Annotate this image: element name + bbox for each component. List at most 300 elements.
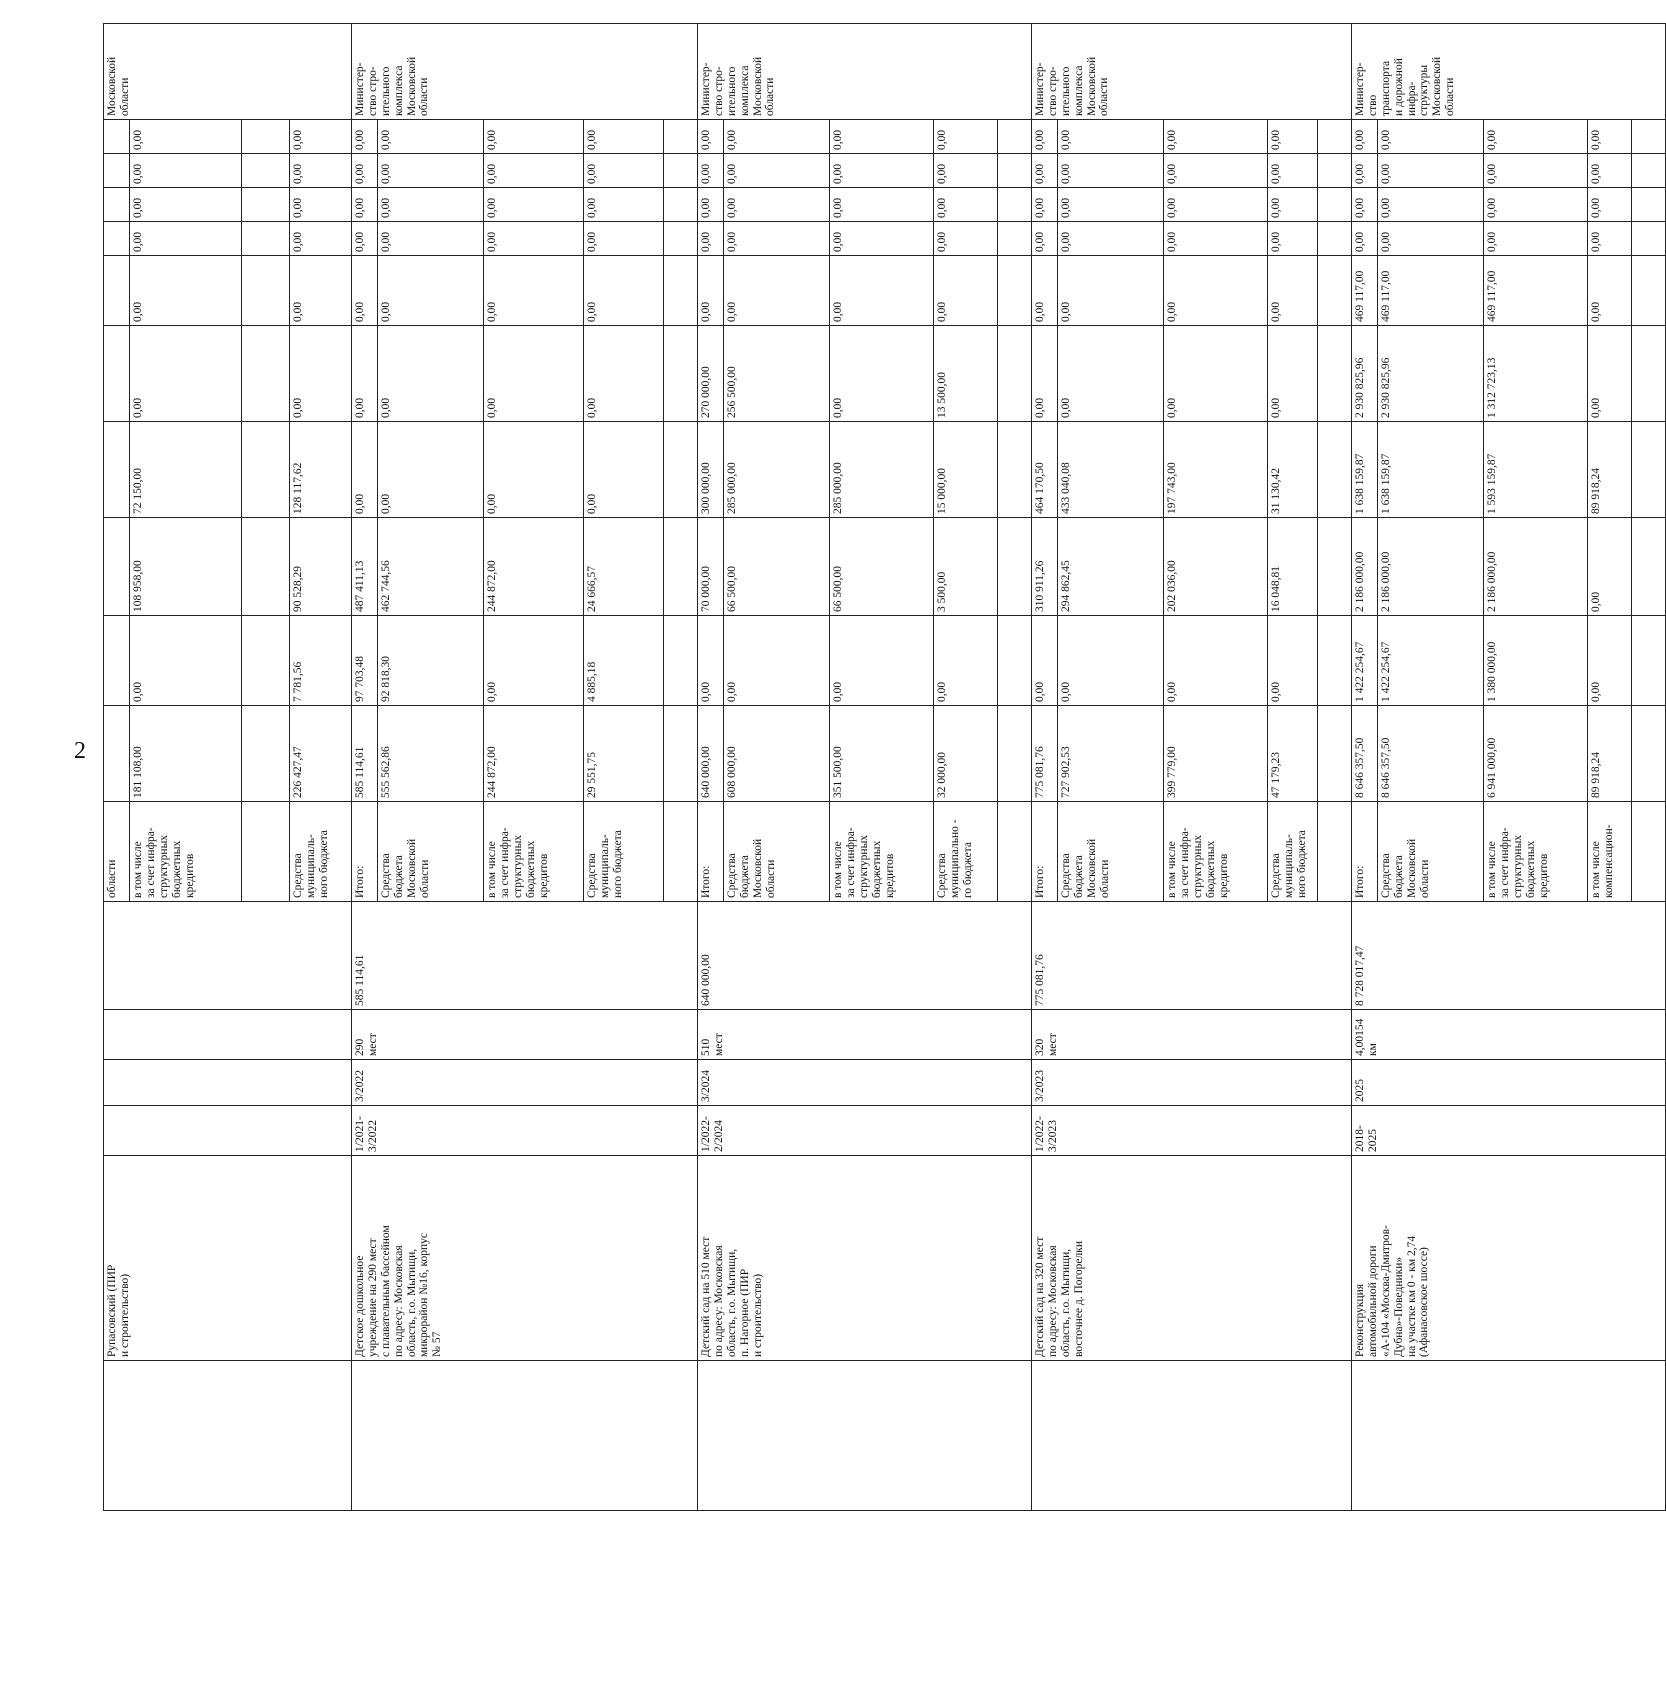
table-cell: 0,00: [698, 154, 724, 188]
table-cell: [998, 802, 1032, 902]
table-cell: 1/2021- 3/2022: [352, 1106, 698, 1156]
table-cell: 47 179,23: [1268, 706, 1318, 802]
table-cell: 0,00: [584, 326, 664, 422]
table-cell: 1 638 159,87: [1352, 422, 1378, 518]
table-cell: 0,00: [484, 326, 584, 422]
table-cell: 1 593 159,87: [1484, 422, 1588, 518]
table-cell: 0,00: [1588, 256, 1632, 326]
table-cell: [664, 326, 698, 422]
table-cell: [242, 120, 290, 154]
table-cell: [242, 188, 290, 222]
table-cell: 2 186 000,00: [1484, 518, 1588, 616]
table-cell: 3/2022: [352, 1060, 698, 1106]
table-cell: [1318, 326, 1352, 422]
table-cell: 0,00: [724, 256, 830, 326]
table-cell: 0,00: [584, 256, 664, 326]
table-cell: 290 мест: [352, 1010, 698, 1060]
table-cell: 0,00: [934, 154, 998, 188]
table-cell: 0,00: [584, 120, 664, 154]
table-cell: 0,00: [1352, 120, 1378, 154]
table-cell: 0,00: [724, 154, 830, 188]
table-cell: 1 638 159,87: [1378, 422, 1484, 518]
table-cell: в том числе за счет инфра- структурных бюджетных кредитов: [1164, 802, 1268, 902]
table-cell: 70 000,00: [698, 518, 724, 616]
table-cell: [242, 802, 290, 902]
table-cell: 1 380 000,00: [1484, 616, 1588, 706]
table-cell: 0,00: [1058, 188, 1164, 222]
table-cell: 0,00: [1588, 120, 1632, 154]
table-cell: 0,00: [1378, 222, 1484, 256]
table-cell: [242, 518, 290, 616]
table-cell: 0,00: [698, 616, 724, 706]
table-cell: 1/2022- 2/2024: [698, 1106, 1032, 1156]
table-cell: 92 818,30: [378, 616, 484, 706]
table-cell: 399 779,00: [1164, 706, 1268, 802]
table-cell: 640 000,00: [698, 706, 724, 802]
table-cell: 2 930 825,96: [1352, 326, 1378, 422]
table-cell: [104, 902, 352, 1010]
table-cell: 0,00: [584, 422, 664, 518]
table-cell: 8 728 017,47: [1352, 902, 1666, 1010]
table-cell: 0,00: [352, 326, 378, 422]
table-cell: [1632, 222, 1666, 256]
table-cell: [104, 1010, 352, 1060]
table-cell: 244 872,00: [484, 706, 584, 802]
table-cell: [1318, 154, 1352, 188]
table-cell: 0,00: [1032, 188, 1058, 222]
table-cell: 0,00: [1268, 154, 1318, 188]
table-cell: 2 186 000,00: [1352, 518, 1378, 616]
table-cell: 0,00: [1268, 188, 1318, 222]
table-cell: 0,00: [1484, 154, 1588, 188]
table-cell: [664, 616, 698, 706]
table-cell: 469 117,00: [1484, 256, 1588, 326]
table-cell: 585 114,61: [352, 706, 378, 802]
table-cell: [104, 154, 130, 188]
table-cell: 0,00: [484, 154, 584, 188]
table-cell: 0,00: [934, 256, 998, 326]
table-cell: 0,00: [352, 120, 378, 154]
table-cell: в том числе компенсацион-: [1588, 802, 1632, 902]
table-cell: 0,00: [130, 326, 242, 422]
table-cell: 0,00: [1058, 256, 1164, 326]
table-cell: Министер- ство стро- ительного комплекса Московской области: [352, 24, 698, 120]
table-cell: 128 117,62: [290, 422, 352, 518]
table-cell: [104, 518, 130, 616]
table-cell: 256 500,00: [724, 326, 830, 422]
table-cell: [1318, 422, 1352, 518]
table-cell: 0,00: [830, 154, 934, 188]
table-row: [1032, 24, 1058, 1511]
table-cell: 8 646 357,50: [1378, 706, 1484, 802]
table-cell: 0,00: [1058, 154, 1164, 188]
table-cell: 0,00: [1164, 188, 1268, 222]
table-cell: 0,00: [130, 222, 242, 256]
table-cell: [998, 422, 1032, 518]
table-cell: 8 646 357,50: [1352, 706, 1378, 802]
table-cell: [1318, 802, 1352, 902]
table-cell: в том числе за счет инфра- структурных бюджетных кредитов: [130, 802, 242, 902]
table-cell: 1 312 723,13: [1484, 326, 1588, 422]
table-cell: 1 422 254,67: [1378, 616, 1484, 706]
table-cell: 0,00: [1164, 120, 1268, 154]
table-cell: [242, 706, 290, 802]
table-cell: 585 114,61: [352, 902, 698, 1010]
document-frame: [103, 24, 1615, 1511]
table-cell: 31 130,42: [1268, 422, 1318, 518]
table-body: [104, 24, 1666, 1511]
table-cell: [104, 1106, 352, 1156]
table-cell: Детское дошкольное учреждение на 290 мест с плавательным бассейном по адресу: Московская область, г.о. Мытищи, микрорайон №16, корпус № 57: [352, 1156, 698, 1361]
table-cell: 0,00: [724, 616, 830, 706]
table-cell: [664, 706, 698, 802]
table-cell: Средства муниципаль- ного бюджета: [290, 802, 352, 902]
table-cell: [1032, 1361, 1352, 1511]
table-cell: 13 500,00: [934, 326, 998, 422]
table-cell: 351 500,00: [830, 706, 934, 802]
table-cell: 487 411,13: [352, 518, 378, 616]
table-cell: 0,00: [830, 222, 934, 256]
table-cell: [998, 222, 1032, 256]
table-cell: 89 918,24: [1588, 422, 1632, 518]
table-cell: 6 941 000,00: [1484, 706, 1588, 802]
table-cell: [1632, 188, 1666, 222]
table-cell: 0,00: [698, 120, 724, 154]
table-cell: [998, 326, 1032, 422]
table-cell: Рупасовский (ПИР и строительство): [104, 1156, 352, 1361]
table-cell: 0,00: [934, 120, 998, 154]
table-cell: 0,00: [1588, 326, 1632, 422]
table-cell: Средства муниципаль- ного бюджета: [1268, 802, 1318, 902]
table-cell: 0,00: [830, 326, 934, 422]
table-cell: Министер- ство стро- ительного комплекса Московской области: [698, 24, 1032, 120]
table-cell: 0,00: [130, 256, 242, 326]
table-cell: 97 703,48: [352, 616, 378, 706]
table-cell: Средства бюджета Московской области: [378, 802, 484, 902]
table-cell: 0,00: [1032, 120, 1058, 154]
table-cell: 320 мест: [1032, 1010, 1352, 1060]
table-cell: 0,00: [378, 326, 484, 422]
table-cell: 469 117,00: [1378, 256, 1484, 326]
table-cell: 0,00: [1588, 188, 1632, 222]
table-cell: 3/2024: [698, 1060, 1032, 1106]
table-cell: 0,00: [378, 222, 484, 256]
table-cell: 0,00: [1352, 154, 1378, 188]
table-cell: 555 562,86: [378, 706, 484, 802]
table-cell: 0,00: [1032, 256, 1058, 326]
table-cell: 0,00: [934, 222, 998, 256]
table-cell: 72 150,00: [130, 422, 242, 518]
table-cell: [998, 120, 1032, 154]
table-cell: [664, 422, 698, 518]
table-cell: [104, 616, 130, 706]
table-cell: [104, 256, 130, 326]
table-cell: 0,00: [830, 120, 934, 154]
table-cell: 0,00: [130, 616, 242, 706]
table-cell: [104, 120, 130, 154]
table-cell: 1 422 254,67: [1352, 616, 1378, 706]
table-cell: 0,00: [1588, 616, 1632, 706]
table-cell: [104, 706, 130, 802]
table-cell: 0,00: [1588, 518, 1632, 616]
table-cell: 727 902,53: [1058, 706, 1164, 802]
table-cell: 0,00: [290, 154, 352, 188]
table-cell: в том числе за счет инфра- структурных бюджетных кредитов: [484, 802, 584, 902]
table-cell: 775 081,76: [1032, 706, 1058, 802]
table-cell: 775 081,76: [1032, 902, 1352, 1010]
table-cell: 89 918,24: [1588, 706, 1632, 802]
table-cell: [1632, 326, 1666, 422]
table-cell: 24 666,57: [584, 518, 664, 616]
table-cell: 15 000,00: [934, 422, 998, 518]
table-cell: 0,00: [484, 120, 584, 154]
table-cell: 300 000,00: [698, 422, 724, 518]
table-cell: 0,00: [698, 222, 724, 256]
table-cell: 0,00: [378, 422, 484, 518]
table-cell: Министер- ство транспорта и дорожной инфра- структуры Московской области: [1352, 24, 1666, 120]
table-cell: [664, 120, 698, 154]
table-cell: [104, 1361, 352, 1511]
table-cell: 2 186 000,00: [1378, 518, 1484, 616]
table-cell: 0,00: [130, 120, 242, 154]
table-cell: 0,00: [1032, 222, 1058, 256]
table-cell: 0,00: [484, 188, 584, 222]
table-cell: 0,00: [1378, 154, 1484, 188]
table-cell: [998, 256, 1032, 326]
table-cell: 0,00: [1378, 188, 1484, 222]
table-cell: [998, 706, 1032, 802]
table-cell: 0,00: [352, 422, 378, 518]
table-cell: 0,00: [378, 256, 484, 326]
table-cell: [998, 154, 1032, 188]
table-cell: 29 551,75: [584, 706, 664, 802]
table-cell: [242, 616, 290, 706]
table-cell: 32 000,00: [934, 706, 998, 802]
table-cell: 0,00: [830, 256, 934, 326]
table-cell: 4,00154 км: [1352, 1010, 1666, 1060]
table-cell: 0,00: [1268, 120, 1318, 154]
table-cell: 0,00: [352, 222, 378, 256]
table-cell: Московской области: [104, 24, 352, 120]
table-cell: 608 000,00: [724, 706, 830, 802]
table-cell: 0,00: [724, 120, 830, 154]
table-cell: Средства бюджета Московской области: [724, 802, 830, 902]
table-cell: 2 930 825,96: [1378, 326, 1484, 422]
table-cell: 0,00: [484, 222, 584, 256]
table-cell: 285 000,00: [724, 422, 830, 518]
table-cell: [242, 222, 290, 256]
table-cell: 0,00: [1588, 222, 1632, 256]
table-cell: Детский сад на 320 мест по адресу: Московская область, г.о. Мытищи, восточнее д. Погорелки: [1032, 1156, 1352, 1361]
table-cell: [1632, 802, 1666, 902]
table-cell: [698, 1361, 1032, 1511]
table-cell: 294 862,45: [1058, 518, 1164, 616]
table-cell: 0,00: [830, 616, 934, 706]
table-cell: 0,00: [1352, 222, 1378, 256]
table-cell: 0,00: [1058, 120, 1164, 154]
table-cell: 0,00: [130, 154, 242, 188]
table-cell: [1632, 706, 1666, 802]
table-cell: 3/2023: [1032, 1060, 1352, 1106]
table-cell: [664, 518, 698, 616]
table-cell: 0,00: [1164, 616, 1268, 706]
table-cell: [664, 222, 698, 256]
table-cell: 0,00: [290, 256, 352, 326]
table-cell: 0,00: [1352, 188, 1378, 222]
table-cell: 0,00: [934, 616, 998, 706]
table-cell: 0,00: [290, 326, 352, 422]
table-cell: 0,00: [1032, 326, 1058, 422]
table-cell: [664, 256, 698, 326]
table-cell: Средства муниципально - го бюджета: [934, 802, 998, 902]
table-cell: 310 911,26: [1032, 518, 1058, 616]
table-cell: [1632, 422, 1666, 518]
table-cell: 66 500,00: [830, 518, 934, 616]
table-cell: Средства бюджета Московской области: [1058, 802, 1164, 902]
table-cell: [352, 1361, 698, 1511]
funding-table: [103, 23, 1666, 1511]
table-cell: 0,00: [584, 154, 664, 188]
table-cell: 0,00: [584, 188, 664, 222]
table-cell: 0,00: [130, 188, 242, 222]
table-cell: 1/2022- 3/2023: [1032, 1106, 1352, 1156]
table-cell: [1318, 518, 1352, 616]
table-cell: [1318, 256, 1352, 326]
table-cell: 244 872,00: [484, 518, 584, 616]
table-cell: 0,00: [1268, 222, 1318, 256]
table-cell: 0,00: [290, 188, 352, 222]
table-cell: 66 500,00: [724, 518, 830, 616]
table-cell: [104, 422, 130, 518]
table-cell: 0,00: [378, 154, 484, 188]
table-cell: 0,00: [1484, 188, 1588, 222]
table-cell: 0,00: [1058, 616, 1164, 706]
table-cell: [1318, 120, 1352, 154]
table-cell: 469 117,00: [1352, 256, 1378, 326]
table-cell: [1352, 1361, 1666, 1511]
table-cell: области: [104, 802, 130, 902]
table-cell: 0,00: [1588, 154, 1632, 188]
table-cell: 0,00: [1032, 616, 1058, 706]
table-cell: [242, 154, 290, 188]
table-cell: 0,00: [1032, 154, 1058, 188]
table-cell: 0,00: [584, 222, 664, 256]
table-cell: Итого:: [1352, 802, 1378, 902]
table-cell: [1632, 154, 1666, 188]
table-cell: [664, 154, 698, 188]
table-cell: 0,00: [724, 222, 830, 256]
table-cell: [1632, 120, 1666, 154]
table-cell: [1318, 222, 1352, 256]
table-cell: [1318, 188, 1352, 222]
table-cell: 90 528,29: [290, 518, 352, 616]
table-cell: 0,00: [1268, 326, 1318, 422]
table-cell: 0,00: [378, 188, 484, 222]
table-cell: Итого:: [352, 802, 378, 902]
table-cell: [1632, 518, 1666, 616]
table-cell: Детский сад на 510 мест по адресу: Московская область, г.о. Мытищи, п. Нагорное (ПИР и строительство): [698, 1156, 1032, 1361]
table-cell: Реконструкция автомобильной дороги «А-104 «Москва-Дмитров- Дубна»-Поведники» на участке км 0 - км 2,74 (Афанасовское шоссе): [1352, 1156, 1666, 1361]
table-cell: 0,00: [484, 422, 584, 518]
table-cell: 108 958,00: [130, 518, 242, 616]
table-cell: Средства муниципаль- ного бюджета: [584, 802, 664, 902]
table-cell: [104, 188, 130, 222]
table-cell: [664, 188, 698, 222]
table-cell: 0,00: [352, 154, 378, 188]
table-cell: 464 170,50: [1032, 422, 1058, 518]
table-cell: [1318, 706, 1352, 802]
table-cell: Итого:: [1032, 802, 1058, 902]
table-cell: 197 743,00: [1164, 422, 1268, 518]
table-cell: 285 000,00: [830, 422, 934, 518]
table-cell: [104, 222, 130, 256]
table-cell: 0,00: [830, 188, 934, 222]
table-cell: [998, 616, 1032, 706]
table-cell: 0,00: [724, 188, 830, 222]
table-cell: 181 108,00: [130, 706, 242, 802]
table-cell: 0,00: [1164, 256, 1268, 326]
table-cell: 0,00: [1484, 120, 1588, 154]
table-cell: 2025: [1352, 1060, 1666, 1106]
table-cell: 0,00: [1268, 616, 1318, 706]
table-cell: [1632, 256, 1666, 326]
table-cell: 0,00: [484, 616, 584, 706]
table-cell: 0,00: [484, 256, 584, 326]
table-cell: [242, 256, 290, 326]
table-cell: 0,00: [352, 256, 378, 326]
table-row: [698, 24, 724, 1511]
table-cell: 0,00: [934, 188, 998, 222]
table-cell: [104, 326, 130, 422]
table-cell: 0,00: [1058, 326, 1164, 422]
table-cell: [1632, 616, 1666, 706]
page-number: 2: [74, 738, 86, 764]
table-cell: 0,00: [1484, 222, 1588, 256]
table-cell: [104, 1060, 352, 1106]
table-cell: [1318, 616, 1352, 706]
table-cell: [664, 802, 698, 902]
table-row: [352, 24, 378, 1511]
table-cell: в том числе за счет инфра- структурных бюджетных кредитов: [1484, 802, 1588, 902]
table-cell: 0,00: [1378, 120, 1484, 154]
table-cell: 2018- 2025: [1352, 1106, 1666, 1156]
table-cell: [242, 326, 290, 422]
table-cell: Министер- ство стро- ительного комплекса Московской области: [1032, 24, 1352, 120]
rotated-table-wrapper: [103, 24, 1615, 1511]
table-cell: 640 000,00: [698, 902, 1032, 1010]
table-cell: 4 885,18: [584, 616, 664, 706]
table-cell: 226 427,47: [290, 706, 352, 802]
table-cell: 0,00: [290, 222, 352, 256]
table-cell: 462 744,56: [378, 518, 484, 616]
table-cell: 510 мест: [698, 1010, 1032, 1060]
table-cell: в том числе за счет инфра- структурных бюджетных кредитов: [830, 802, 934, 902]
table-cell: 0,00: [698, 188, 724, 222]
table-row: [104, 24, 130, 1511]
table-cell: 433 040,08: [1058, 422, 1164, 518]
table-cell: 0,00: [1164, 222, 1268, 256]
table-cell: 0,00: [352, 188, 378, 222]
table-cell: 0,00: [1164, 326, 1268, 422]
table-cell: 0,00: [378, 120, 484, 154]
table-row: [1352, 24, 1378, 1511]
table-cell: 3 500,00: [934, 518, 998, 616]
table-cell: 16 048,81: [1268, 518, 1318, 616]
table-cell: 270 000,00: [698, 326, 724, 422]
table-cell: 202 036,00: [1164, 518, 1268, 616]
table-cell: 7 781,56: [290, 616, 352, 706]
table-cell: Итого:: [698, 802, 724, 902]
